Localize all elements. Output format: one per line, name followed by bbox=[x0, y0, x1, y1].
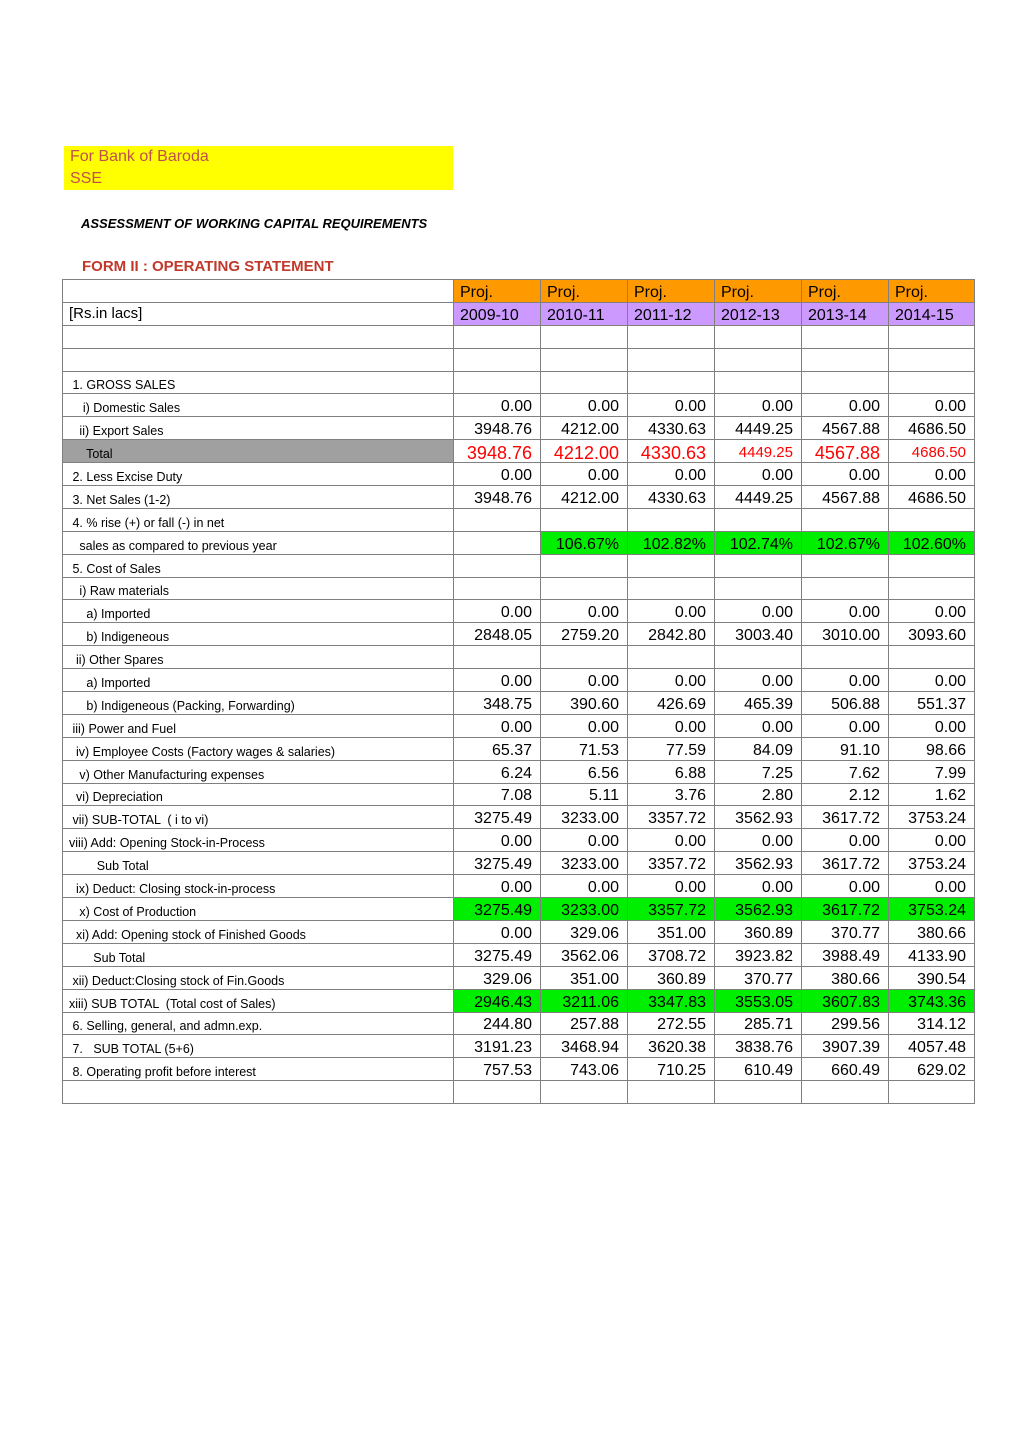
value-cell: 3753.24 bbox=[889, 898, 975, 921]
table-row bbox=[63, 714, 975, 737]
value-cell: 3948.76 bbox=[454, 440, 541, 463]
value-cell: 0.00 bbox=[541, 600, 628, 623]
row-label: 2. Less Excise Duty bbox=[63, 463, 454, 486]
value-cell bbox=[454, 554, 541, 577]
value-cell: 0.00 bbox=[889, 829, 975, 852]
row-label: a) Imported bbox=[63, 600, 454, 623]
value-cell: 0.00 bbox=[628, 669, 715, 692]
table-row bbox=[63, 646, 975, 669]
table-row bbox=[63, 852, 975, 875]
header-proj-cell: Proj. bbox=[715, 280, 802, 303]
header-proj-cell: Proj. bbox=[454, 280, 541, 303]
value-cell bbox=[454, 646, 541, 669]
value-cell: 71.53 bbox=[541, 737, 628, 760]
value-cell: 3562.93 bbox=[715, 898, 802, 921]
value-cell: 0.00 bbox=[454, 394, 541, 417]
value-cell: 0.00 bbox=[628, 875, 715, 898]
value-cell: 743.06 bbox=[541, 1058, 628, 1081]
value-cell: 0.00 bbox=[802, 600, 889, 623]
value-cell: 7.25 bbox=[715, 760, 802, 783]
value-cell: 0.00 bbox=[802, 714, 889, 737]
value-cell: 4330.63 bbox=[628, 417, 715, 440]
value-cell: 0.00 bbox=[454, 875, 541, 898]
value-cell: 4212.00 bbox=[541, 486, 628, 509]
table-row bbox=[63, 692, 975, 715]
value-cell: 0.00 bbox=[541, 875, 628, 898]
value-cell: 0.00 bbox=[541, 669, 628, 692]
header-year-cell: 2013-14 bbox=[802, 302, 889, 325]
value-cell: 0.00 bbox=[628, 600, 715, 623]
value-cell: 351.00 bbox=[628, 920, 715, 943]
value-cell: 0.00 bbox=[889, 394, 975, 417]
value-cell bbox=[454, 371, 541, 394]
header-year-cell: 2012-13 bbox=[715, 302, 802, 325]
table-row bbox=[63, 486, 975, 509]
value-cell bbox=[454, 325, 541, 348]
value-cell: 0.00 bbox=[802, 875, 889, 898]
table-row bbox=[63, 943, 975, 966]
value-cell bbox=[802, 646, 889, 669]
value-cell bbox=[715, 508, 802, 531]
row-label: sales as compared to previous year bbox=[63, 531, 454, 554]
value-cell: 3275.49 bbox=[454, 852, 541, 875]
value-cell: 6.24 bbox=[454, 760, 541, 783]
value-cell: 3708.72 bbox=[628, 943, 715, 966]
value-cell: 3753.24 bbox=[889, 852, 975, 875]
table-row bbox=[63, 989, 975, 1012]
value-cell bbox=[889, 577, 975, 600]
value-cell: 272.55 bbox=[628, 1012, 715, 1035]
value-cell: 3233.00 bbox=[541, 806, 628, 829]
value-cell: 3753.24 bbox=[889, 806, 975, 829]
value-cell: 3948.76 bbox=[454, 417, 541, 440]
row-label: Sub Total bbox=[63, 943, 454, 966]
value-cell bbox=[715, 1081, 802, 1104]
form-title: FORM II : OPERATING STATEMENT bbox=[82, 258, 334, 275]
value-cell: 4686.50 bbox=[889, 486, 975, 509]
bank-branch: SSE bbox=[70, 170, 103, 187]
value-cell bbox=[628, 1081, 715, 1104]
table-row bbox=[63, 1081, 975, 1104]
value-cell bbox=[715, 325, 802, 348]
value-cell: 6.88 bbox=[628, 760, 715, 783]
value-cell: 0.00 bbox=[889, 600, 975, 623]
table-row bbox=[63, 1058, 975, 1081]
value-cell: 7.62 bbox=[802, 760, 889, 783]
value-cell bbox=[628, 554, 715, 577]
value-cell: 348.75 bbox=[454, 692, 541, 715]
value-cell bbox=[889, 646, 975, 669]
value-cell: 3617.72 bbox=[802, 898, 889, 921]
value-cell: 426.69 bbox=[628, 692, 715, 715]
value-cell bbox=[889, 508, 975, 531]
value-cell: 4686.50 bbox=[889, 440, 975, 463]
value-cell: 0.00 bbox=[802, 394, 889, 417]
table-row bbox=[63, 371, 975, 394]
value-cell bbox=[802, 1081, 889, 1104]
value-cell: 6.56 bbox=[541, 760, 628, 783]
value-cell bbox=[541, 348, 628, 371]
value-cell: 610.49 bbox=[715, 1058, 802, 1081]
value-cell: 2759.20 bbox=[541, 623, 628, 646]
row-label: ii) Export Sales bbox=[63, 417, 454, 440]
table-row bbox=[63, 783, 975, 806]
value-cell: 7.99 bbox=[889, 760, 975, 783]
value-cell: 3553.05 bbox=[715, 989, 802, 1012]
row-label: vii) SUB-TOTAL ( i to vi) bbox=[63, 806, 454, 829]
table-row bbox=[63, 875, 975, 898]
table-row bbox=[63, 531, 975, 554]
table-row bbox=[63, 623, 975, 646]
row-label: 7. SUB TOTAL (5+6) bbox=[63, 1035, 454, 1058]
value-cell: 3233.00 bbox=[541, 898, 628, 921]
value-cell: 351.00 bbox=[541, 966, 628, 989]
value-cell: 390.54 bbox=[889, 966, 975, 989]
value-cell: 0.00 bbox=[715, 600, 802, 623]
value-cell: 3562.06 bbox=[541, 943, 628, 966]
row-label: vi) Depreciation bbox=[63, 783, 454, 806]
value-cell: 106.67% bbox=[541, 531, 628, 554]
value-cell bbox=[715, 577, 802, 600]
value-cell bbox=[541, 325, 628, 348]
value-cell: 3617.72 bbox=[802, 806, 889, 829]
value-cell: 0.00 bbox=[628, 829, 715, 852]
value-cell bbox=[454, 1081, 541, 1104]
row-label: Sub Total bbox=[63, 852, 454, 875]
table-row bbox=[63, 806, 975, 829]
value-cell: 370.77 bbox=[715, 966, 802, 989]
value-cell bbox=[715, 348, 802, 371]
assessment-title: ASSESSMENT OF WORKING CAPITAL REQUIREMENTS bbox=[81, 216, 428, 231]
table-row bbox=[63, 508, 975, 531]
value-cell: 102.60% bbox=[889, 531, 975, 554]
value-cell: 3275.49 bbox=[454, 898, 541, 921]
value-cell: 77.59 bbox=[628, 737, 715, 760]
value-cell: 0.00 bbox=[628, 714, 715, 737]
value-cell: 84.09 bbox=[715, 737, 802, 760]
value-cell: 3275.49 bbox=[454, 806, 541, 829]
value-cell: 4449.25 bbox=[715, 417, 802, 440]
value-cell: 660.49 bbox=[802, 1058, 889, 1081]
value-cell: 3562.93 bbox=[715, 852, 802, 875]
value-cell: 3838.76 bbox=[715, 1035, 802, 1058]
value-cell: 390.60 bbox=[541, 692, 628, 715]
unit-label: [Rs.in lacs] bbox=[63, 302, 454, 325]
row-label bbox=[63, 325, 454, 348]
value-cell: 2848.05 bbox=[454, 623, 541, 646]
header-proj-cell: Proj. bbox=[802, 280, 889, 303]
value-cell bbox=[628, 577, 715, 600]
header-blank-cell bbox=[63, 280, 454, 303]
header-proj-cell: Proj. bbox=[541, 280, 628, 303]
value-cell bbox=[541, 371, 628, 394]
value-cell: 0.00 bbox=[802, 463, 889, 486]
value-cell: 244.80 bbox=[454, 1012, 541, 1035]
table-row bbox=[63, 1035, 975, 1058]
value-cell: 0.00 bbox=[454, 920, 541, 943]
value-cell: 360.89 bbox=[628, 966, 715, 989]
value-cell: 0.00 bbox=[715, 669, 802, 692]
row-label: 3. Net Sales (1-2) bbox=[63, 486, 454, 509]
value-cell bbox=[889, 554, 975, 577]
value-cell: 5.11 bbox=[541, 783, 628, 806]
header-row-years bbox=[63, 302, 975, 325]
table-row bbox=[63, 920, 975, 943]
table-row bbox=[63, 829, 975, 852]
value-cell: 2842.80 bbox=[628, 623, 715, 646]
value-cell bbox=[802, 371, 889, 394]
value-cell bbox=[541, 554, 628, 577]
value-cell: 0.00 bbox=[889, 714, 975, 737]
table-row bbox=[63, 760, 975, 783]
value-cell bbox=[889, 1081, 975, 1104]
value-cell: 3347.83 bbox=[628, 989, 715, 1012]
bank-header-box bbox=[64, 146, 453, 190]
header-row-proj bbox=[63, 280, 975, 303]
value-cell: 285.71 bbox=[715, 1012, 802, 1035]
row-label: 1. GROSS SALES bbox=[63, 371, 454, 394]
value-cell: 4133.90 bbox=[889, 943, 975, 966]
value-cell: 0.00 bbox=[541, 829, 628, 852]
value-cell: 4057.48 bbox=[889, 1035, 975, 1058]
row-label: iv) Employee Costs (Factory wages & salaries) bbox=[63, 737, 454, 760]
value-cell: 4330.63 bbox=[628, 486, 715, 509]
value-cell: 0.00 bbox=[541, 463, 628, 486]
table-row bbox=[63, 669, 975, 692]
value-cell bbox=[889, 348, 975, 371]
value-cell bbox=[802, 554, 889, 577]
table-row bbox=[63, 440, 975, 463]
value-cell: 257.88 bbox=[541, 1012, 628, 1035]
table-row bbox=[63, 966, 975, 989]
row-label: b) Indigeneous bbox=[63, 623, 454, 646]
table-row bbox=[63, 1012, 975, 1035]
value-cell bbox=[628, 508, 715, 531]
value-cell: 506.88 bbox=[802, 692, 889, 715]
value-cell bbox=[454, 531, 541, 554]
row-label bbox=[63, 1081, 454, 1104]
value-cell: 4212.00 bbox=[541, 440, 628, 463]
value-cell: 0.00 bbox=[715, 463, 802, 486]
row-label: b) Indigeneous (Packing, Forwarding) bbox=[63, 692, 454, 715]
table-body bbox=[63, 280, 975, 1104]
value-cell: 0.00 bbox=[715, 394, 802, 417]
value-cell: 3357.72 bbox=[628, 898, 715, 921]
value-cell: 0.00 bbox=[454, 829, 541, 852]
value-cell: 4567.88 bbox=[802, 486, 889, 509]
value-cell: 98.66 bbox=[889, 737, 975, 760]
table-row bbox=[63, 348, 975, 371]
value-cell: 65.37 bbox=[454, 737, 541, 760]
value-cell: 3233.00 bbox=[541, 852, 628, 875]
value-cell: 4449.25 bbox=[715, 440, 802, 463]
value-cell: 0.00 bbox=[454, 669, 541, 692]
row-label: ii) Other Spares bbox=[63, 646, 454, 669]
value-cell bbox=[802, 348, 889, 371]
value-cell: 102.82% bbox=[628, 531, 715, 554]
value-cell: 2946.43 bbox=[454, 989, 541, 1012]
value-cell: 0.00 bbox=[889, 875, 975, 898]
value-cell: 0.00 bbox=[454, 600, 541, 623]
value-cell: 4686.50 bbox=[889, 417, 975, 440]
row-label: 5. Cost of Sales bbox=[63, 554, 454, 577]
value-cell: 1.62 bbox=[889, 783, 975, 806]
value-cell: 4567.88 bbox=[802, 417, 889, 440]
value-cell: 3211.06 bbox=[541, 989, 628, 1012]
value-cell bbox=[889, 371, 975, 394]
value-cell: 0.00 bbox=[628, 463, 715, 486]
value-cell bbox=[628, 371, 715, 394]
value-cell bbox=[715, 371, 802, 394]
value-cell: 3743.36 bbox=[889, 989, 975, 1012]
value-cell bbox=[715, 646, 802, 669]
value-cell bbox=[541, 1081, 628, 1104]
header-year-cell: 2010-11 bbox=[541, 302, 628, 325]
table-row bbox=[63, 417, 975, 440]
row-label: iii) Power and Fuel bbox=[63, 714, 454, 737]
value-cell: 7.08 bbox=[454, 783, 541, 806]
value-cell: 0.00 bbox=[454, 463, 541, 486]
value-cell: 0.00 bbox=[541, 714, 628, 737]
value-cell: 102.74% bbox=[715, 531, 802, 554]
value-cell: 3988.49 bbox=[802, 943, 889, 966]
value-cell: 329.06 bbox=[454, 966, 541, 989]
row-label: i) Domestic Sales bbox=[63, 394, 454, 417]
header-year-cell: 2009-10 bbox=[454, 302, 541, 325]
value-cell: 370.77 bbox=[802, 920, 889, 943]
row-label: ix) Deduct: Closing stock-in-process bbox=[63, 875, 454, 898]
value-cell: 3093.60 bbox=[889, 623, 975, 646]
value-cell: 3468.94 bbox=[541, 1035, 628, 1058]
row-label: v) Other Manufacturing expenses bbox=[63, 760, 454, 783]
bank-name: For Bank of Baroda bbox=[70, 148, 209, 165]
value-cell bbox=[454, 577, 541, 600]
row-label: 4. % rise (+) or fall (-) in net bbox=[63, 508, 454, 531]
header-proj-cell: Proj. bbox=[628, 280, 715, 303]
value-cell: 0.00 bbox=[715, 829, 802, 852]
value-cell: 3948.76 bbox=[454, 486, 541, 509]
value-cell: 3923.82 bbox=[715, 943, 802, 966]
table-row bbox=[63, 394, 975, 417]
value-cell: 551.37 bbox=[889, 692, 975, 715]
value-cell: 3357.72 bbox=[628, 806, 715, 829]
value-cell: 380.66 bbox=[802, 966, 889, 989]
value-cell: 3357.72 bbox=[628, 852, 715, 875]
value-cell: 0.00 bbox=[889, 669, 975, 692]
value-cell: 329.06 bbox=[541, 920, 628, 943]
value-cell: 3191.23 bbox=[454, 1035, 541, 1058]
row-label: 6. Selling, general, and admn.exp. bbox=[63, 1012, 454, 1035]
value-cell: 360.89 bbox=[715, 920, 802, 943]
value-cell bbox=[715, 554, 802, 577]
table-row bbox=[63, 554, 975, 577]
value-cell: 299.56 bbox=[802, 1012, 889, 1035]
value-cell: 4330.63 bbox=[628, 440, 715, 463]
operating-statement-table bbox=[62, 279, 975, 1104]
table-row bbox=[63, 737, 975, 760]
value-cell: 0.00 bbox=[802, 829, 889, 852]
table-row bbox=[63, 600, 975, 623]
value-cell: 0.00 bbox=[802, 669, 889, 692]
value-cell bbox=[802, 325, 889, 348]
table-row bbox=[63, 325, 975, 348]
value-cell: 3562.93 bbox=[715, 806, 802, 829]
value-cell: 710.25 bbox=[628, 1058, 715, 1081]
value-cell: 0.00 bbox=[889, 463, 975, 486]
value-cell: 3.76 bbox=[628, 783, 715, 806]
row-label: x) Cost of Production bbox=[63, 898, 454, 921]
value-cell: 102.67% bbox=[802, 531, 889, 554]
value-cell bbox=[541, 646, 628, 669]
value-cell bbox=[889, 325, 975, 348]
table-row bbox=[63, 463, 975, 486]
value-cell bbox=[802, 577, 889, 600]
value-cell: 4212.00 bbox=[541, 417, 628, 440]
table-row bbox=[63, 577, 975, 600]
table-row bbox=[63, 898, 975, 921]
value-cell bbox=[628, 646, 715, 669]
row-label: i) Raw materials bbox=[63, 577, 454, 600]
value-cell: 0.00 bbox=[715, 875, 802, 898]
value-cell: 2.80 bbox=[715, 783, 802, 806]
value-cell: 3003.40 bbox=[715, 623, 802, 646]
value-cell: 0.00 bbox=[454, 714, 541, 737]
value-cell: 3907.39 bbox=[802, 1035, 889, 1058]
value-cell bbox=[454, 348, 541, 371]
value-cell: 3275.49 bbox=[454, 943, 541, 966]
row-label: viii) Add: Opening Stock-in-Process bbox=[63, 829, 454, 852]
row-label: xi) Add: Opening stock of Finished Goods bbox=[63, 920, 454, 943]
value-cell: 629.02 bbox=[889, 1058, 975, 1081]
value-cell bbox=[541, 508, 628, 531]
row-label: 8. Operating profit before interest bbox=[63, 1058, 454, 1081]
value-cell bbox=[802, 508, 889, 531]
header-year-cell: 2011-12 bbox=[628, 302, 715, 325]
value-cell: 0.00 bbox=[628, 394, 715, 417]
row-label: a) Imported bbox=[63, 669, 454, 692]
row-label: Total bbox=[63, 440, 454, 463]
value-cell: 380.66 bbox=[889, 920, 975, 943]
row-label: xii) Deduct:Closing stock of Fin.Goods bbox=[63, 966, 454, 989]
value-cell: 4567.88 bbox=[802, 440, 889, 463]
value-cell: 465.39 bbox=[715, 692, 802, 715]
value-cell: 91.10 bbox=[802, 737, 889, 760]
value-cell: 0.00 bbox=[715, 714, 802, 737]
row-label bbox=[63, 348, 454, 371]
value-cell bbox=[628, 348, 715, 371]
value-cell: 757.53 bbox=[454, 1058, 541, 1081]
value-cell: 4449.25 bbox=[715, 486, 802, 509]
row-label: xiii) SUB TOTAL (Total cost of Sales) bbox=[63, 989, 454, 1012]
header-proj-cell: Proj. bbox=[889, 280, 975, 303]
value-cell bbox=[541, 577, 628, 600]
value-cell: 3620.38 bbox=[628, 1035, 715, 1058]
value-cell: 2.12 bbox=[802, 783, 889, 806]
value-cell: 3607.83 bbox=[802, 989, 889, 1012]
value-cell: 0.00 bbox=[541, 394, 628, 417]
header-year-cell: 2014-15 bbox=[889, 302, 975, 325]
value-cell: 3617.72 bbox=[802, 852, 889, 875]
value-cell: 3010.00 bbox=[802, 623, 889, 646]
value-cell bbox=[454, 508, 541, 531]
value-cell bbox=[628, 325, 715, 348]
value-cell: 314.12 bbox=[889, 1012, 975, 1035]
